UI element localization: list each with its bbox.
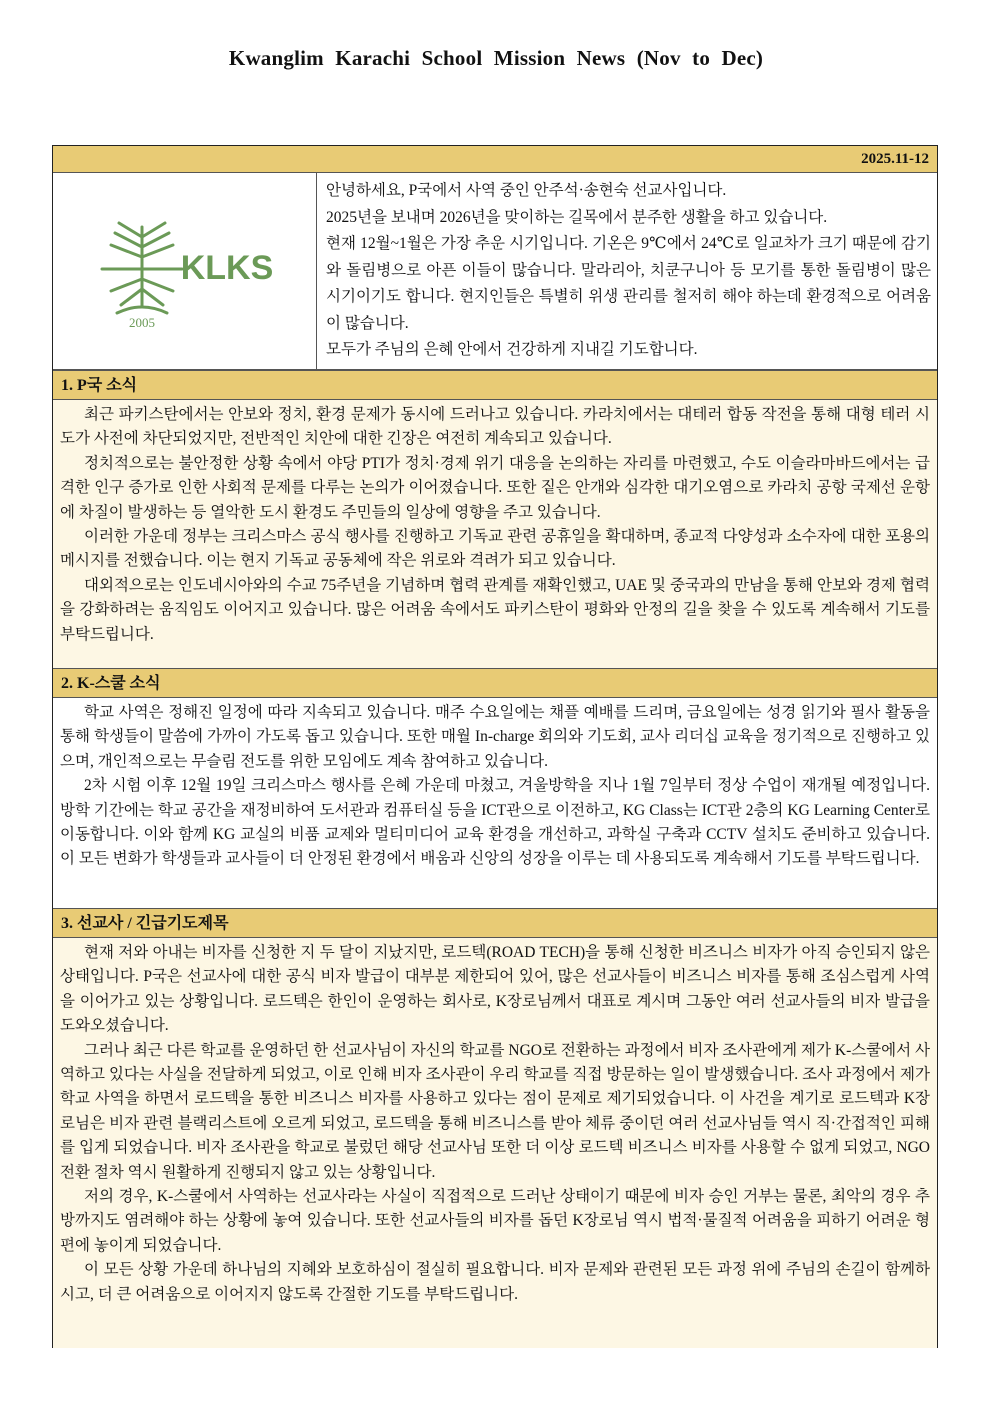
page-title: Kwanglim Karachi School Mission News (Nov to Dec)	[228, 46, 764, 70]
paragraph: 저의 경우, K-스쿨에서 사역하는 선교사라는 사실이 직접적으로 드러난 상태이기 때문에 비자 승인 거부는 물론, 최악의 경우 추방까지도 염려해야 하는 상황에 놓여 있습니다. 또한 선교사들의 비자를 돕던 K장로님 역시 법적·물질적 어려움을 피하기 어려운 형편에 놓이게 되었습니다.	[60, 1188, 930, 1254]
logo-text: KLKS	[180, 249, 274, 287]
tree-cross-logo-icon	[97, 217, 277, 327]
section-heading-1: 1. P국 소식	[53, 370, 937, 400]
newsletter-frame	[52, 145, 938, 1348]
paragraph: 정치적으로는 불안정한 상황 속에서 야당 PTI가 정치·경제 위기 대응을 논의하는 자리를 마련했고, 수도 이슬라마바드에서는 급격한 인구 증가로 인한 사회적 문제를 다루는 논의가 이어졌습니다. 또한 짙은 안개와 심각한 대기오염으로 카라치 공항 국제선 운항에 차질이 발생하는 등 열악한 도시 환경도 주민들의 일상에 영향을 주고 있습니다.	[60, 454, 930, 521]
section-body-2	[53, 698, 937, 908]
paragraph: 2차 시험 이후 12월 19일 크리스마스 행사를 은혜 가운데 마쳤고, 겨울방학을 지나 1월 7일부터 정상 수업이 재개될 예정입니다. 방학 기간에는 학교 공간을 재정비하여 도서관과 컴퓨터실 등을 ICT관으로 이전하고, KG Class는 ICT관 2층의 KG Learning Center로 이동합니다. 이와 함께 KG 교실의 비품 교제와 멀티미디어 교육 환경을 개선하고, 과학실 구축과 CCTV 설치도 준비하고 있습니다. 이 모든 변화가 학생들과 교사들이 더 안정된 환경에서 배움과 신앙의 성장을 이루는 데 사용되도록 계속해서 기도를 부탁드립니다.	[60, 777, 930, 868]
paragraph: 대외적으로는 인도네시아와의 수교 75주년을 기념하며 협력 관계를 재확인했고, UAE 및 중국과의 만남을 통해 안보와 경제 협력을 강화하려는 움직임도 이어지고 있습니다. 많은 어려움 속에서도 파키스탄이 평화와 안정의 길을 찾을 수 있도록 계속해서 기도를 부탁드립니다.	[60, 576, 930, 643]
section-heading-3: 3. 선교사 / 긴급기도제목	[53, 908, 937, 938]
section-body-3	[53, 938, 937, 1348]
paragraph: 최근 파키스탄에서는 안보와 정치, 환경 문제가 동시에 드러나고 있습니다. 카라치에서는 대테러 합동 작전을 통해 대형 테러 시도가 사전에 차단되었지만, 전반적인 치안에 대한 긴장은 여전히 계속되고 있습니다.	[60, 406, 930, 448]
section-heading-2: 2. K-스쿨 소식	[53, 668, 937, 698]
logo-year: 2005	[129, 315, 155, 327]
intro-row	[53, 173, 937, 370]
intro-line: 현재 12월~1월은 가장 추운 시기입니다. 기온은 9℃에서 24℃로 일교차가 크기 때문에 감기와 돌림병으로 아픈 이들이 많습니다. 말라리아, 치쿤구니아 등 모기를 통한 돌림병이 많은 시기이기도 합니다. 현지인들은 특별히 위생 관리를 철저히 해야 하는데 환경적으로 어려움이 많습니다.	[326, 235, 931, 332]
paragraph: 그러나 최근 다른 학교를 운영하던 한 선교사님이 자신의 학교를 NGO로 전환하는 과정에서 비자 조사관에게 제가 K-스쿨에서 사역하고 있다는 사실을 전달하게 되었고, 이로 인해 비자 조사관이 우리 학교를 직접 방문하는 일이 발생했습니다. 조사 과정에서 제가 학교 사역을 하면서 로드텍을 통한 비즈니스 비자를 사용하고 있다는 점이 문제로 제기되었습니다. 이 사건을 계기로 로드텍과 K장로님은 비자 관련 블랙리스트에 오르게 되었고, 로드텍을 통해 비즈니스를 받아 체류 중이던 여러 선교사님들 역시 직·간접적인 피해를 입게 되었습니다. 비자 조사관을 학교로 불렀던 해당 선교사님 또한 더 이상 로드텍 비즈니스 비자를 사용할 수 없게 되었고, NGO 전환 절차 역시 원활하게 진행되지 않고 있는 상황입니다.	[60, 1041, 930, 1181]
paragraph: 현재 저와 아내는 비자를 신청한 지 두 달이 지났지만, 로드텍(ROAD TECH)을 통해 신청한 비즈니스 비자가 아직 승인되지 않은 상태입니다. P국은 선교사에 대한 공식 비자 발급이 대부분 제한되어 있어, 많은 선교사들이 비즈니스 비자를 통해 조심스럽게 사역을 이어가고 있는 상황입니다. 로드텍은 한인이 운영하는 회사로, K장로님께서 대표로 계시며 그동안 여러 선교사들의 비자 발급을 도와오셨습니다.	[60, 944, 930, 1035]
intro-text	[326, 178, 931, 364]
paragraph: 이 모든 상황 가운데 하나님의 지혜와 보호하심이 절실히 필요합니다. 비자 문제와 관련된 모든 과정 위에 주님의 손길이 함께하시고, 더 큰 어려움으로 이어지지 않도록 간절한 기도를 부탁드립니다.	[60, 1261, 930, 1303]
paragraph: 이러한 가운데 정부는 크리스마스 공식 행사를 진행하고 기독교 관련 공휴일을 확대하며, 종교적 다양성과 소수자에 대한 포용의 메시지를 전했습니다. 이는 현지 기독교 공동체에 작은 위로와 격려가 되고 있습니다.	[60, 528, 930, 570]
intro-line: 안녕하세요, P국에서 사역 중인 안주석·송현숙 선교사입니다.	[326, 182, 727, 199]
date-bar: 2025.11-12	[53, 146, 937, 173]
paragraph: 학교 사역은 정해진 일정에 따라 지속되고 있습니다. 매주 수요일에는 채플 예배를 드리며, 금요일에는 성경 읽기와 필사 활동을 통해 학생들이 말씀에 가까이 가도록 돕고 있습니다. 또한 매월 In-charge 회의와 기도회, 교사 리더십 교육을 정기적으로 진행하고 있으며, 개인적으로는 무슬림 전도를 위한 모임에도 계속 참여하고 있습니다.	[60, 704, 930, 770]
intro-line: 2025년을 보내며 2026년을 맞이하는 길목에서 분주한 생활을 하고 있습니다.	[326, 208, 828, 226]
intro-line: 모두가 주님의 은혜 안에서 건강하게 지내길 기도합니다.	[326, 341, 698, 358]
logo-cell	[53, 173, 317, 369]
section-body-1	[53, 400, 937, 668]
